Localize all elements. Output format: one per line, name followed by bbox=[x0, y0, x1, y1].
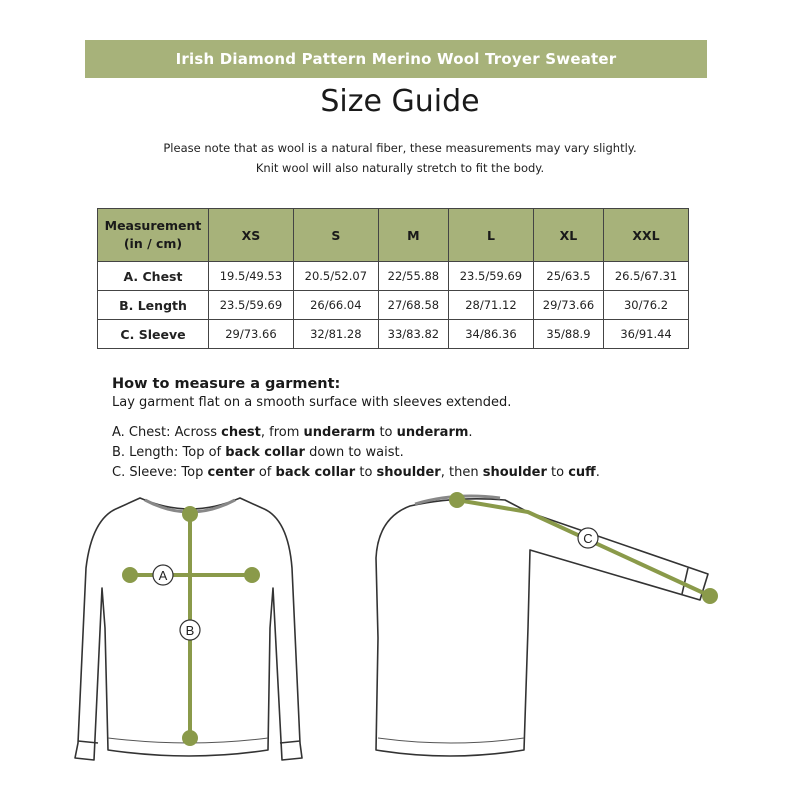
table-cell: 27/68.58 bbox=[378, 291, 448, 320]
row-label-length: B. Length bbox=[98, 291, 209, 320]
sweater-back-illustration bbox=[376, 496, 708, 756]
bold-term: chest bbox=[221, 425, 261, 440]
text: C. Sleeve: Top bbox=[112, 465, 208, 480]
bold-term: underarm bbox=[303, 425, 376, 440]
instruction-sleeve bbox=[112, 463, 712, 483]
table-cell: 34/86.36 bbox=[448, 320, 533, 349]
size-header-s: S bbox=[293, 209, 378, 262]
text: down to waist. bbox=[304, 445, 404, 460]
marker-a-label: A bbox=[158, 568, 168, 583]
marker-c-label: C bbox=[583, 531, 593, 546]
measurement-header-label: Measurement bbox=[104, 218, 202, 233]
size-table-header-row bbox=[98, 209, 689, 262]
size-table bbox=[97, 208, 689, 349]
text: to bbox=[375, 425, 397, 440]
text: . bbox=[468, 425, 473, 440]
instruction-length bbox=[112, 443, 712, 463]
measurement-diagram bbox=[0, 488, 800, 800]
note-line-1: Please note that as wool is a natural fiber, these measurements may vary slightly. bbox=[163, 141, 637, 155]
text: B. Length: Top of bbox=[112, 445, 226, 460]
size-header-xs: XS bbox=[209, 209, 294, 262]
marker-a bbox=[153, 565, 173, 585]
table-cell: 26/66.04 bbox=[293, 291, 378, 320]
bold-term: shoulder bbox=[482, 465, 547, 480]
table-cell: 29/73.66 bbox=[209, 320, 294, 349]
instruction-chest bbox=[112, 423, 712, 443]
measurement-header-units: (in / cm) bbox=[123, 236, 183, 251]
table-cell: 30/76.2 bbox=[604, 291, 689, 320]
table-row-length bbox=[98, 291, 689, 320]
table-cell: 25/63.5 bbox=[533, 262, 603, 291]
size-header-xxl: XXL bbox=[604, 209, 689, 262]
size-header-m: M bbox=[378, 209, 448, 262]
note-line-2: Knit wool will also naturally stretch to fit the body. bbox=[255, 161, 545, 175]
row-label-chest: A. Chest bbox=[98, 262, 209, 291]
table-cell: 26.5/67.31 bbox=[604, 262, 689, 291]
table-cell: 28/71.12 bbox=[448, 291, 533, 320]
marker-c bbox=[578, 528, 598, 548]
product-title-banner: Irish Diamond Pattern Merino Wool Troyer Sweater bbox=[85, 40, 707, 78]
bold-term: back collar bbox=[275, 465, 356, 480]
text: of bbox=[254, 465, 276, 480]
text: to bbox=[546, 465, 569, 480]
table-row-sleeve bbox=[98, 320, 689, 349]
bold-term: center bbox=[207, 465, 255, 480]
size-header-l: L bbox=[448, 209, 533, 262]
size-header-xl: XL bbox=[533, 209, 603, 262]
table-row-chest bbox=[98, 262, 689, 291]
table-cell: 29/73.66 bbox=[533, 291, 603, 320]
table-cell: 35/88.9 bbox=[533, 320, 603, 349]
text: . bbox=[595, 465, 600, 480]
row-label-sleeve: C. Sleeve bbox=[98, 320, 209, 349]
table-cell: 20.5/52.07 bbox=[293, 262, 378, 291]
bold-term: cuff bbox=[568, 465, 596, 480]
table-cell: 36/91.44 bbox=[604, 320, 689, 349]
text: A. Chest: Across bbox=[112, 425, 222, 440]
table-cell: 22/55.88 bbox=[378, 262, 448, 291]
text: , from bbox=[260, 425, 304, 440]
how-to-measure bbox=[112, 375, 712, 483]
table-cell: 23.5/59.69 bbox=[448, 262, 533, 291]
measurement-header bbox=[98, 209, 209, 262]
wool-note bbox=[0, 138, 800, 178]
table-cell: 33/83.82 bbox=[378, 320, 448, 349]
text: to bbox=[355, 465, 377, 480]
page-title: Size Guide bbox=[320, 84, 480, 119]
table-cell: 23.5/59.69 bbox=[209, 291, 294, 320]
how-to-heading: How to measure a garment: bbox=[112, 376, 341, 392]
text: , then bbox=[440, 465, 483, 480]
bold-term: underarm bbox=[396, 425, 469, 440]
bold-term: shoulder bbox=[376, 465, 441, 480]
table-cell: 19.5/49.53 bbox=[209, 262, 294, 291]
marker-b bbox=[180, 620, 200, 640]
table-cell: 32/81.28 bbox=[293, 320, 378, 349]
bold-term: back collar bbox=[225, 445, 305, 460]
marker-b-label: B bbox=[185, 623, 195, 638]
how-to-intro: Lay garment flat on a smooth surface with sleeves extended. bbox=[112, 395, 512, 410]
